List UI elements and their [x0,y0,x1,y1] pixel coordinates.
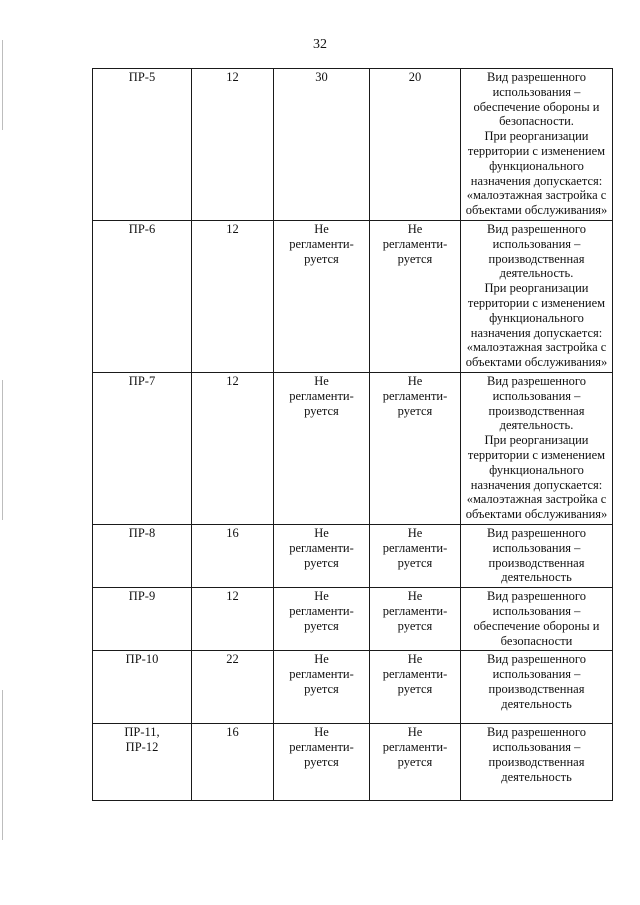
note-cell [461,525,613,588]
floors-value: 12 [226,589,239,604]
value-b: Не регламенти- руется [382,222,448,266]
zone-code: ПР-6 [128,222,156,236]
table-row [93,373,613,525]
table-row [93,221,613,373]
value-a-cell [274,724,370,801]
zone-code: ПР-8 [128,526,156,540]
table-row [93,724,613,801]
value-b: Не регламенти- руется [382,589,448,633]
table-row [93,69,613,221]
note-cell [461,588,613,651]
note-cell [461,69,613,221]
usage-note: Вид разрешенного использования – производственная деятельность [487,725,586,784]
note-cell [461,724,613,801]
value-b-cell [370,373,461,525]
value-a: Не регламенти- руется [289,526,354,570]
value-a: 30 [315,70,328,84]
floors-cell [192,221,274,373]
value-b: Не регламенти- руется [382,652,448,696]
zone-cell [93,588,192,651]
page-number: 32 [313,37,327,52]
floors-cell [192,373,274,525]
value-a-cell [274,69,370,221]
note-cell [461,651,613,724]
floors-cell [192,651,274,724]
usage-note: Вид разрешенного использования – производственная деятельность. При реорганизации территории с изменением функционального назначения допускается: «малоэтажная застройка с объектами обслуживания» [465,374,608,522]
zone-code: ПР-5 [128,70,156,84]
zone-code: ПР-7 [128,374,156,388]
table-row [93,588,613,651]
floors-value: 12 [226,70,239,84]
value-b-cell [370,651,461,724]
floors-value: 16 [226,526,239,540]
zone-code: ПР-11, ПР-12 [124,725,160,755]
table-row [93,525,613,588]
value-a: Не регламенти- руется [289,589,354,633]
value-b: Не регламенти- руется [382,725,448,769]
value-a-cell [274,651,370,724]
floors-value: 12 [226,374,239,388]
value-b-cell [370,724,461,801]
zone-cell [93,651,192,724]
floors-cell [192,724,274,801]
value-b-cell [370,588,461,651]
table-row [93,651,613,724]
floors-value: 16 [226,725,239,740]
value-b-cell [370,221,461,373]
value-a: Не регламенти- руется [289,222,354,266]
value-b-cell [370,525,461,588]
floors-cell [192,69,274,221]
floors-value: 12 [226,222,239,236]
note-cell [461,221,613,373]
value-a-cell [274,525,370,588]
value-b: 20 [408,70,422,84]
usage-note: Вид разрешенного использования – производственная деятельность. При реорганизации территории с изменением функционального назначения допускается: «малоэтажная застройка с объектами обслуживания» [465,222,608,370]
value-a-cell [274,373,370,525]
zone-cell [93,525,192,588]
scan-edge-mark [2,380,3,520]
usage-note: Вид разрешенного использования – обеспечение обороны и безопасности. При реорганизации территории с изменением функционального назначения допускается: «малоэтажная застройка с объектами обслуживания» [465,70,608,218]
usage-note: Вид разрешенного использования – производственная деятельность [487,652,586,711]
usage-note: Вид разрешенного использования – обеспечение обороны и безопасности [473,589,600,648]
zone-code: ПР-10 [125,652,159,667]
floors-cell [192,525,274,588]
usage-note: Вид разрешенного использования – производственная деятельность [487,526,586,585]
zone-code: ПР-9 [128,589,156,604]
scan-edge-mark [2,40,3,130]
floors-cell [192,588,274,651]
zone-cell [93,221,192,373]
scan-edge-mark [2,690,3,840]
value-b: Не регламенти- руется [382,374,448,418]
zone-cell [93,69,192,221]
note-cell [461,373,613,525]
value-a: Не регламенти- руется [289,725,354,769]
value-b: Не регламенти- руется [382,526,448,570]
value-a: Не регламенти- руется [289,652,354,696]
value-a: Не регламенти- руется [289,374,354,418]
value-a-cell [274,221,370,373]
zone-cell [93,724,192,801]
zone-regulations-table [92,68,613,801]
value-b-cell [370,69,461,221]
value-a-cell [274,588,370,651]
zone-cell [93,373,192,525]
floors-value: 22 [226,652,239,667]
